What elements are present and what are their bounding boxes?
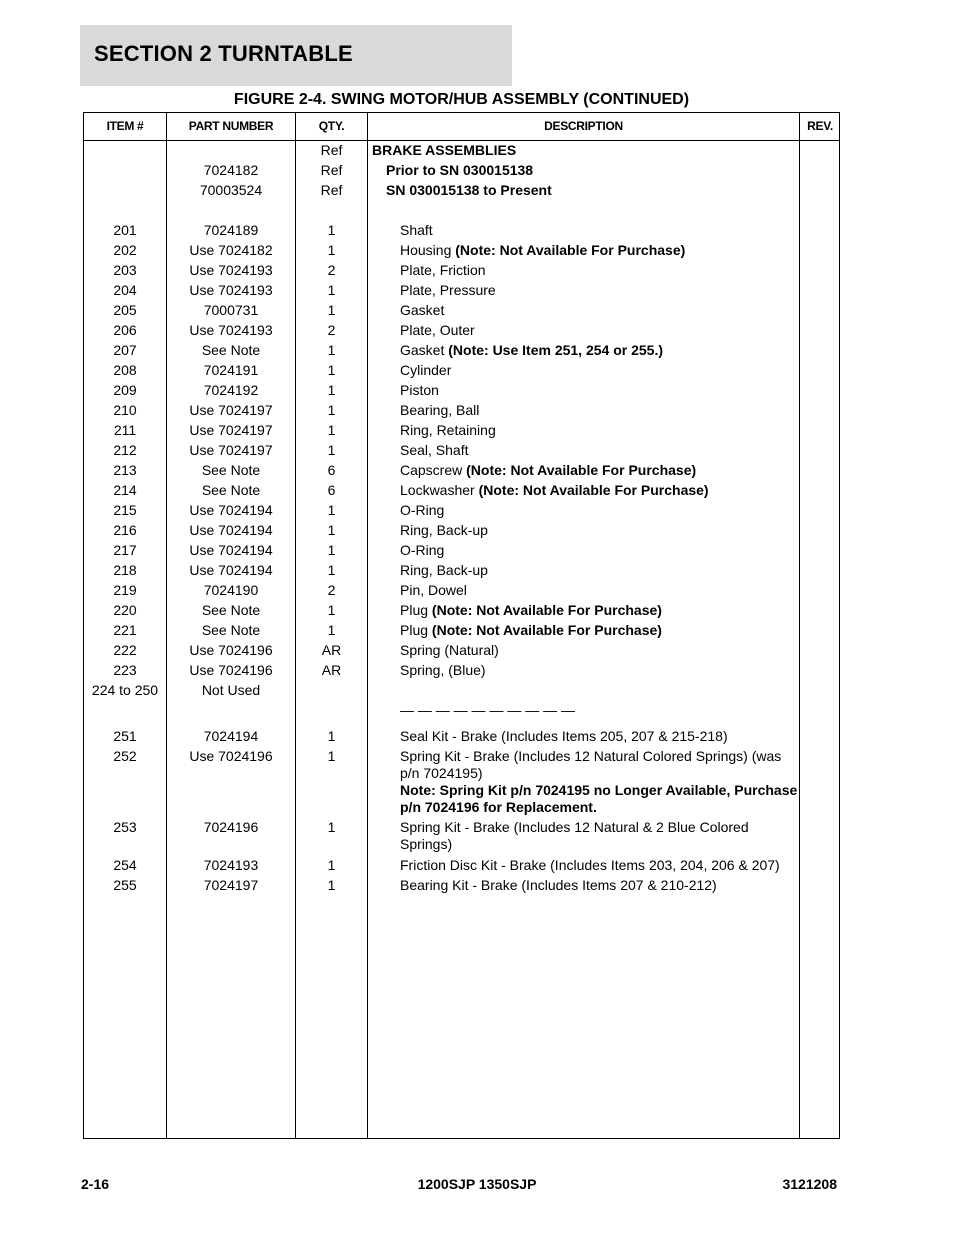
quantity: 2 <box>327 322 336 338</box>
quantity: 1 <box>327 342 336 358</box>
description <box>368 728 798 745</box>
header-divider <box>84 140 839 141</box>
item-number: 208 <box>113 362 137 378</box>
part-number: Use 7024197 <box>189 402 273 418</box>
description-text: Gasket <box>400 302 445 318</box>
description-text: Pin, Dowel <box>400 582 467 598</box>
part-number: Use 7024194 <box>189 502 273 518</box>
description-text: Spring Kit - Brake (Includes 12 Natural Colored Springs) (was p/n 7024195) <box>400 748 782 781</box>
quantity: 1 <box>327 728 336 744</box>
quantity: 1 <box>327 502 336 518</box>
quantity: 1 <box>327 382 336 398</box>
description <box>368 422 798 439</box>
quantity: 1 <box>327 857 336 873</box>
part-number: 7024194 <box>203 728 259 744</box>
part-number: See Note <box>201 482 261 498</box>
quantity: 6 <box>327 482 336 498</box>
item-number: 213 <box>113 462 137 478</box>
item-number: 209 <box>113 382 137 398</box>
part-number: Use 7024182 <box>189 242 273 258</box>
description-text: Ring, Back-up <box>400 562 488 578</box>
part-number: Use 7024193 <box>189 322 273 338</box>
description <box>368 662 798 679</box>
quantity: 1 <box>327 402 336 418</box>
part-number: Use 7024194 <box>189 542 273 558</box>
description-text: Piston <box>400 382 439 398</box>
part-number: Use 7024193 <box>189 282 273 298</box>
item-number: 223 <box>113 662 137 678</box>
part-number: Use 7024194 <box>189 562 273 578</box>
header-item: ITEM # <box>106 119 144 133</box>
description <box>368 748 798 816</box>
quantity: 1 <box>327 748 336 764</box>
part-number: 7024197 <box>203 877 259 893</box>
quantity: 2 <box>327 582 336 598</box>
footer-model: 1200SJP 1350SJP <box>417 1176 537 1192</box>
description <box>368 502 798 519</box>
item-number: 215 <box>113 502 137 518</box>
description <box>368 322 798 339</box>
quantity: Ref <box>320 142 343 158</box>
description <box>368 262 798 279</box>
description <box>368 819 798 853</box>
quantity: 1 <box>327 542 336 558</box>
item-number: 254 <box>113 857 137 873</box>
part-number: Use 7024193 <box>189 262 273 278</box>
header-qty: QTY. <box>318 119 345 133</box>
part-number: Use 7024196 <box>189 642 273 658</box>
part-number: 7024192 <box>203 382 259 398</box>
description-text: Plug <box>400 622 432 638</box>
item-number: 221 <box>113 622 137 638</box>
description-text: Spring Kit - Brake (Includes 12 Natural & 2 Blue Colored Springs) <box>400 819 749 852</box>
description-text: Cylinder <box>400 362 452 378</box>
header-rev: REV. <box>807 119 833 133</box>
item-number: 203 <box>113 262 137 278</box>
part-number: Use 7024194 <box>189 522 273 538</box>
description-note: Note: Spring Kit p/n 7024195 no Longer Available, Purchase p/n 7024196 for Replacement. <box>400 782 798 815</box>
description <box>368 562 798 579</box>
section-header <box>80 25 512 86</box>
description-note: (Note: Not Available For Purchase) <box>431 602 662 618</box>
description-text: Bearing, Ball <box>400 402 480 418</box>
quantity: 1 <box>327 562 336 578</box>
item-number: 217 <box>113 542 137 558</box>
quantity: 1 <box>327 222 336 238</box>
part-number: 7024189 <box>203 222 259 238</box>
quantity: 1 <box>327 362 336 378</box>
item-number: 251 <box>113 728 137 744</box>
description-text: Friction Disc Kit - Brake (Includes Items 203, 204, 206 & 207) <box>400 857 780 873</box>
section-title: SECTION 2 TURNTABLE <box>94 41 353 66</box>
description <box>368 462 798 479</box>
item-number: 207 <box>113 342 137 358</box>
part-number: 7024182 <box>203 162 259 178</box>
description <box>368 302 798 319</box>
item-number: 224 to 250 <box>91 682 159 698</box>
description-text: Capscrew <box>400 462 467 478</box>
item-number: 206 <box>113 322 137 338</box>
footer-page-number: 2-16 <box>81 1176 110 1192</box>
part-number: Not Used <box>201 682 261 698</box>
quantity: 1 <box>327 602 336 618</box>
item-number: 253 <box>113 819 137 835</box>
description <box>368 142 798 159</box>
description-text: Lockwasher <box>400 482 479 498</box>
description-text: Spring (Natural) <box>400 642 499 658</box>
description-note: (Note: Not Available For Purchase) <box>466 462 697 478</box>
quantity: 6 <box>327 462 336 478</box>
item-number: 212 <box>113 442 137 458</box>
description-text: O-Ring <box>400 542 445 558</box>
part-number: 70003524 <box>199 182 263 198</box>
quantity: 1 <box>327 422 336 438</box>
part-number: 7000731 <box>203 302 259 318</box>
description <box>368 222 798 239</box>
description-text: Seal, Shaft <box>400 442 469 458</box>
description-text: Bearing Kit - Brake (Includes Items 207 & 210-212) <box>400 877 717 893</box>
item-number: 255 <box>113 877 137 893</box>
quantity: 1 <box>327 819 336 835</box>
item-number: 222 <box>113 642 137 658</box>
item-number: 211 <box>113 422 137 438</box>
description <box>368 382 798 399</box>
description-text: Gasket <box>400 342 449 358</box>
item-number: 202 <box>113 242 137 258</box>
item-number: 201 <box>113 222 137 238</box>
description-note: SN 030015138 to Present <box>386 182 552 198</box>
part-number: See Note <box>201 462 261 478</box>
description-text: Ring, Retaining <box>400 422 496 438</box>
quantity: AR <box>321 662 342 678</box>
description-note: (Note: Not Available For Purchase) <box>455 242 686 258</box>
quantity: 1 <box>327 877 336 893</box>
part-number: Use 7024196 <box>189 662 273 678</box>
part-number: 7024191 <box>203 362 259 378</box>
item-number: 210 <box>113 402 137 418</box>
description-note: (Note: Not Available For Purchase) <box>431 622 662 638</box>
description-note: (Note: Not Available For Purchase) <box>478 482 709 498</box>
description-note: BRAKE ASSEMBLIES <box>372 142 517 158</box>
item-number: 216 <box>113 522 137 538</box>
quantity: Ref <box>320 182 343 198</box>
quantity: 2 <box>327 262 336 278</box>
quantity: Ref <box>320 162 343 178</box>
item-number: 252 <box>113 748 137 764</box>
description <box>368 522 798 539</box>
column-divider <box>799 113 800 1138</box>
part-number: 7024193 <box>203 857 259 873</box>
description-text: — — — — — — — — — — <box>400 702 576 718</box>
description <box>368 622 798 639</box>
footer-doc-number: 3121208 <box>782 1176 837 1192</box>
description <box>368 402 798 419</box>
part-number: See Note <box>201 602 261 618</box>
quantity: 1 <box>327 302 336 318</box>
item-number: 218 <box>113 562 137 578</box>
item-number: 205 <box>113 302 137 318</box>
quantity: 1 <box>327 282 336 298</box>
description-text: Plate, Pressure <box>400 282 496 298</box>
description <box>368 857 798 874</box>
description <box>368 877 798 894</box>
description <box>368 282 798 299</box>
description-text: Housing <box>400 242 456 258</box>
description-text: Plug <box>400 602 432 618</box>
description <box>368 162 798 179</box>
description <box>368 342 798 359</box>
description <box>368 602 798 619</box>
part-number: Use 7024197 <box>189 422 273 438</box>
description <box>368 242 798 259</box>
parts-table <box>83 112 840 1139</box>
description <box>368 582 798 599</box>
part-number: 7024190 <box>203 582 259 598</box>
description-text: Plate, Outer <box>400 322 475 338</box>
description-text: Seal Kit - Brake (Includes Items 205, 207 & 215-218) <box>400 728 728 744</box>
description-text: Ring, Back-up <box>400 522 488 538</box>
description <box>368 642 798 659</box>
description <box>368 182 798 199</box>
description-text: Plate, Friction <box>400 262 486 278</box>
description <box>368 362 798 379</box>
description-text: Spring, (Blue) <box>400 662 486 678</box>
description <box>368 702 798 719</box>
description <box>368 442 798 459</box>
quantity: 1 <box>327 242 336 258</box>
part-number: See Note <box>201 622 261 638</box>
part-number: Use 7024196 <box>189 748 273 764</box>
quantity: 1 <box>327 522 336 538</box>
quantity: 1 <box>327 442 336 458</box>
description-text: Shaft <box>400 222 433 238</box>
part-number: See Note <box>201 342 261 358</box>
item-number: 219 <box>113 582 137 598</box>
description-note: Prior to SN 030015138 <box>386 162 534 178</box>
description-note: (Note: Use Item 251, 254 or 255.) <box>448 342 664 358</box>
item-number: 220 <box>113 602 137 618</box>
quantity: 1 <box>327 622 336 638</box>
part-number: 7024196 <box>203 819 259 835</box>
figure-title: FIGURE 2-4. SWING MOTOR/HUB ASSEMBLY (CONTINUED) <box>233 91 690 108</box>
description <box>368 482 798 499</box>
quantity: AR <box>321 642 342 658</box>
part-number: Use 7024197 <box>189 442 273 458</box>
header-part-number: PART NUMBER <box>188 119 274 133</box>
description-text: O-Ring <box>400 502 445 518</box>
header-description: DESCRIPTION <box>544 119 623 133</box>
item-number: 214 <box>113 482 137 498</box>
item-number: 204 <box>113 282 137 298</box>
description <box>368 542 798 559</box>
